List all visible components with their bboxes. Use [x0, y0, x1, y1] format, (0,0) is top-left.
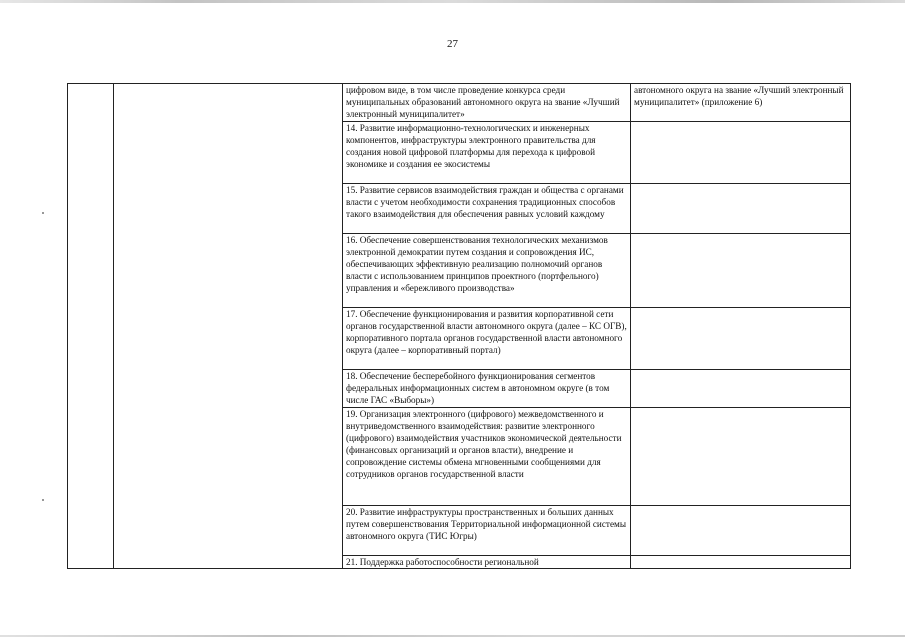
scan-speck: [42, 499, 44, 501]
goal-cell: [114, 84, 343, 569]
result-cell: [631, 122, 851, 184]
document-table: [67, 83, 851, 569]
task-cell: 17. Обеспечение функционирования и развития корпоративной сети органов государственной власти автономного округа (далее – КС ОГВ), корпоративного портала органов государственной власти автономного округа (далее – корпоративный портал): [343, 308, 631, 370]
result-cell: [631, 370, 851, 408]
task-cell: 19. Организация электронного (цифрового) межведомственного и внутриведомственного взаимодействия: развитие электронного (цифрового) взаимодействия участников экономической деятельности (финансовых организаций и органов власти), внедрение и сопровождение системы обмена мгновенными сообщениями для сотрудников органов государственной власти: [343, 408, 631, 506]
page-number: 27: [447, 38, 458, 50]
scan-edge-bottom: [0, 635, 905, 637]
result-cell: [631, 234, 851, 308]
task-cell: 15. Развитие сервисов взаимодействия граждан и общества с органами власти с учетом необходимости сохранения традиционных способов такого взаимодействия для обеспечения равных условий каждому: [343, 184, 631, 234]
result-cell: [631, 184, 851, 234]
task-cell: 16. Обеспечение совершенствования технологических механизмов электронной демократии путем создания и сопровождения ИС, обеспечивающих эффективную реализацию полномочий органов власти с использованием принципов проектного (портфельного) управления и «бережливого производства»: [343, 234, 631, 308]
result-cell: [631, 556, 851, 569]
result-cell: [631, 408, 851, 506]
task-cell: 18. Обеспечение бесперебойного функционирования сегментов федеральных информационных систем в автономном округе (в том числе ГАС «Выборы»): [343, 370, 631, 408]
result-cell: автономного округа на звание «Лучший электронный муниципалитет» (приложение 6): [631, 84, 851, 122]
scan-edge-top: [0, 0, 905, 3]
task-cell: 14. Развитие информационно-технологических и инженерных компонентов, инфраструктуры электронного правительства для создания новой цифровой платформы для перехода к цифровой экономике и создания ее экосистемы: [343, 122, 631, 184]
task-cell: 20. Развитие инфраструктуры пространственных и больших данных путем совершенствования Территориальной информационной системы автономного округа (ТИС Югры): [343, 506, 631, 556]
scan-speck: [42, 212, 44, 214]
number-cell: [68, 84, 114, 569]
task-cell: цифровом виде, в том числе проведение конкурса среди муниципальных образований автономного округа на звание «Лучший электронный муниципалитет»: [343, 84, 631, 122]
table-row: [68, 84, 851, 122]
task-cell: 21. Поддержка работоспособности региональной: [343, 556, 631, 569]
result-cell: [631, 506, 851, 556]
result-cell: [631, 308, 851, 370]
